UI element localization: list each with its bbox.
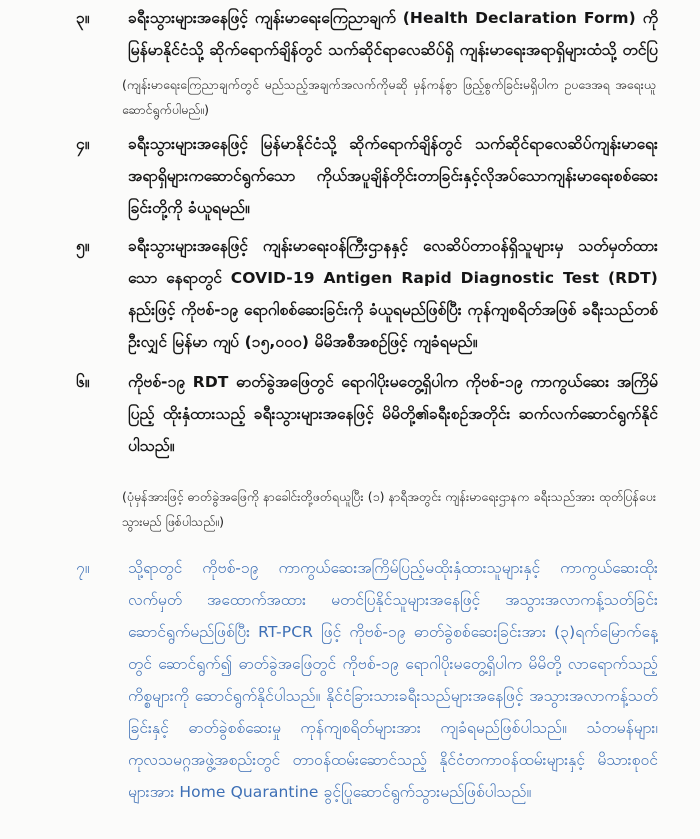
paragraph-text: ကိုဗစ်-၁၉ RDT ဓာတ်ခွဲအဖြေတွင် ရောဂါပိုးမတွေ့ရှိပါက ကိုဗစ်-၁၉ ကာကွယ်ဆေး အကြိမ်ပြည့် ထိုးနှံထားသည့် ခရီးသွားများအနေဖြင့် မိမိတို့၏ခရီးစဉ်အတိုင်း ဆက်လက်ဆောင်ရွက်နိုင်ပါသည်။	[128, 373, 658, 455]
paragraph-text: ခရီးသွားများအနေဖြင့် ကျန်းမာရေးကြေညာချက် (Health Declaration Form) ကို မြန်မာနိုင်ငံသို့ ဆိုက်ရောက်ချိန်တွင် သက်ဆိုင်ရာလေဆိပ်ရှိ ကျန်းမာရေးအရာရှိများထံသို့ တင်ပြ	[128, 9, 658, 59]
paragraph-note: (ကျန်းမာရေးကြေညာချက်တွင် မည်သည့်အချက်အလက်ကိုမဆို မှန်ကန်စွာ ဖြည့်စွက်ခြင်းမရှိပါက ဥပဒေအရ အရေးယူဆောင်ရွက်ပါမည်။)	[122, 77, 656, 117]
paragraph-number: ၄။	[76, 135, 90, 153]
paragraph-text: သို့ရာတွင် ကိုဗစ်-၁၉ ကာကွယ်ဆေးအကြိမ်ပြည့်မထိုးနှံထားသူများနှင့် ကာကွယ်ဆေးထိုးလက်မှတ် အထောက်အထား မတင်ပြနိုင်သူများအနေဖြင့် အသွားအလာကန့်သတ်ခြင်း ဆောင်ရွက်မည်ဖြစ်ပြီး RT-PCR ဖြင့် ကိုဗစ်-၁၉ ဓာတ်ခွဲစစ်ဆေးခြင်းအား (၃)ရက်မြောက်နေ့တွင် ဆောင်ရွက်၍ ဓာတ်ခွဲအဖြေတွင် ကိုဗစ်-၁၉ ရောဂါပိုးမတွေ့ရှိပါက မိမိတို့ လာရောက်သည့်ကိစ္စများကို ဆောင်ရွက်နိုင်ပါသည်။ နိုင်ငံခြားသားခရီးသည်များအနေဖြင့် အသွားအလာကန့်သတ်ခြင်းနှင့် ဓာတ်ခွဲစစ်ဆေးမှု ကုန်ကျစရိတ်များအား ကျခံရမည်ဖြစ်ပါသည်။ သံတမန်များ၊ ကုလသမဂ္ဂအဖွဲ့အစည်းတွင် တာဝန်ထမ်းဆောင်သည့် နိုင်ငံတကာဝန်ထမ်းများနှင့် မိသားစုဝင်များအား Home Quarantine ခွင့်ပြုဆောင်ရွက်သွားမည်ဖြစ်ပါသည်။	[128, 559, 658, 801]
paragraph-number: ၇။	[76, 559, 90, 577]
paragraph-number: ၃။	[76, 9, 90, 27]
paragraph-text: ခရီးသွားများအနေဖြင့် ကျန်းမာရေးဝန်ကြီးဌာနနှင့် လေဆိပ်တာဝန်ရှိသူများမှ သတ်မှတ်ထားသော နေရာတွင် COVID-19 Antigen Rapid Diagnostic Test (RDT) နည်းဖြင့် ကိုဗစ်-၁၉ ရောဂါစစ်ဆေးခြင်းကို ခံယူရမည်ဖြစ်ပြီး ကုန်ကျစရိတ်အဖြစ် ခရီးသည်တစ်ဦးလျှင် မြန်မာ ကျပ် (၁၅,၀၀၀) မိမိအစီအစဉ်ဖြင့် ကျခံရမည်။	[128, 237, 658, 351]
paragraph-text: ခရီးသွားများအနေဖြင့် မြန်မာနိုင်ငံသို့ ဆိုက်ရောက်ချိန်တွင် သက်ဆိုင်ရာလေဆိပ်ကျန်းမာရေးအရာရှိများကဆောင်ရွက်သော ကိုယ်အပူချိန်တိုင်းတာခြင်းနှင့်လိုအပ်သောကျန်းမာရေးစစ်ဆေးခြင်းတို့ကို ခံယူရမည်။	[128, 135, 658, 217]
paragraph-note: (ပုံမှန်အားဖြင့် ဓာတ်ခွဲအဖြေကို နာခေါင်းတို့ဖတ်ရယူပြီး (၁) နာရီအတွင်း ကျန်းမာရေးဌာနက ခရီးသည်အား ထုတ်ပြန်ပေးသွားမည် ဖြစ်ပါသည်။)	[122, 489, 656, 529]
paragraph-number: ၆။	[76, 373, 90, 391]
paragraph-number: ၅။	[76, 237, 90, 255]
